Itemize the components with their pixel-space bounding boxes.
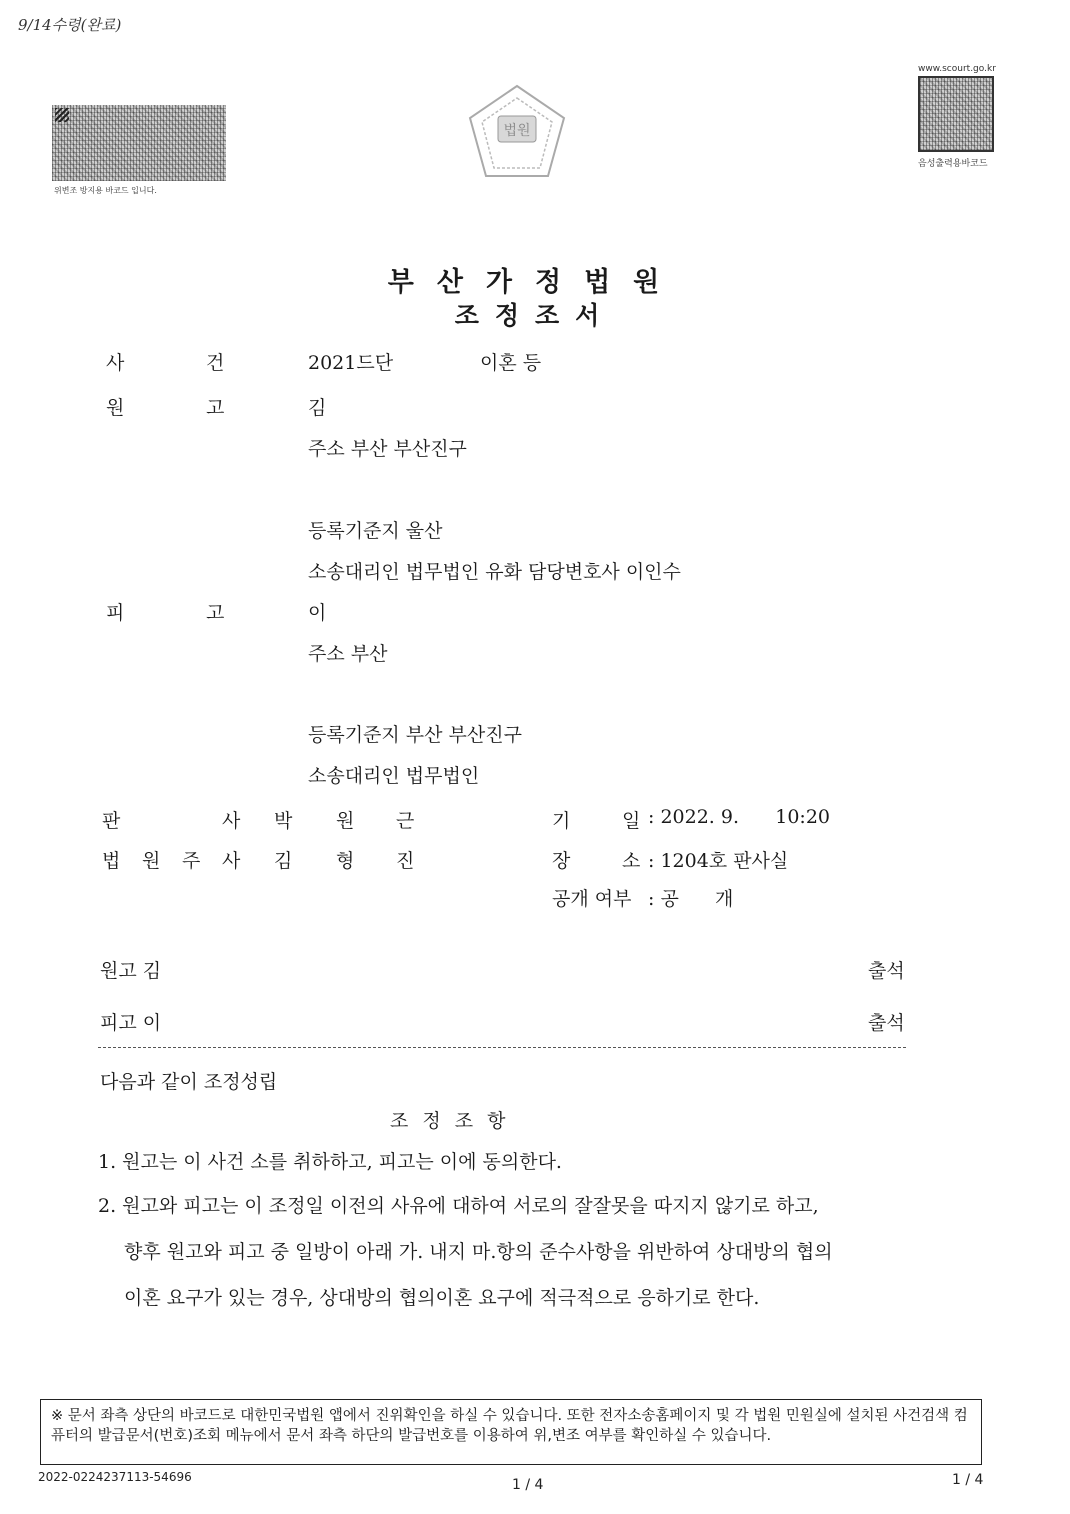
clerk-label-1: 법 (102, 850, 121, 872)
date-label-1: 기 (552, 810, 571, 832)
term-2-line-2: 향후 원고와 피고 중 일방이 아래 가. 내지 마.항의 준수사항을 위반하여 상대방의 협의 (124, 1241, 833, 1263)
clerk-name-1: 김 (274, 850, 293, 872)
clerk-label-4: 사 (222, 850, 241, 872)
public-value: : 공 개 (648, 888, 734, 910)
plaintiff-label-1: 원 (106, 397, 125, 419)
judge-name-2: 원 (336, 810, 355, 832)
plaintiff-attorney: 소송대리인 법무법인 유화 담당변호사 이인수 (308, 561, 681, 583)
barcode-corner-mark (55, 108, 69, 122)
clerk-name-3: 진 (396, 850, 415, 872)
hearing-place: : 1204호 판사실 (648, 850, 789, 872)
clerk-label-2: 원 (142, 850, 161, 872)
page-number-center: 1 / 4 (512, 1477, 544, 1493)
terms-heading: 조 정 조 항 (390, 1110, 510, 1132)
verification-notice: ※ 문서 좌측 상단의 바코드로 대한민국법원 앱에서 진위확인을 하실 수 있습니다. 또한 전자소송홈페이지 및 각 법원 민원실에 설치된 사건검색 컴퓨터의 발급문서(번호)조회 메뉴에서 문서 좌측 하단의 발급번호를 이용하여 위,변조 여부를 확인하실 수 있습니다. (40, 1399, 982, 1465)
term-1: 1. 원고는 이 사건 소를 취하하고, 피고는 이에 동의한다. (98, 1151, 562, 1173)
issue-number: 2022-0224237113-54696 (38, 1470, 192, 1484)
seal-text: 법원 (503, 123, 531, 139)
barcode-caption: 위변조 방지용 바코드 입니다. (54, 186, 157, 195)
qr-url: www.scourt.go.kr (918, 64, 996, 74)
case-label-2: 건 (206, 352, 225, 374)
separator-line (98, 1047, 906, 1048)
date-label-2: 일 (622, 810, 641, 832)
handwritten-note: 9/14수령(완료) (18, 16, 122, 34)
judge-name-3: 근 (396, 810, 415, 832)
defendant-name: 이 (308, 602, 327, 624)
attendance-status-1: 출석 (868, 960, 905, 982)
document-title: 조정조서 (454, 301, 616, 330)
place-label-2: 소 (622, 850, 641, 872)
clerk-name-2: 형 (336, 850, 355, 872)
case-label-1: 사 (106, 352, 125, 374)
defendant-address: 주소 부산 (308, 643, 388, 665)
court-seal-icon (462, 82, 572, 182)
term-2-line-3: 이혼 요구가 있는 경우, 상대방의 협의이혼 요구에 적극적으로 응하기로 한다. (124, 1287, 760, 1309)
case-name: 이혼 등 (480, 352, 542, 374)
case-number: 2021드단 (308, 352, 394, 374)
voice-output-qr-code (918, 76, 994, 152)
defendant-label-2: 고 (206, 602, 225, 624)
defendant-registry: 등록기준지 부산 부산진구 (308, 724, 522, 746)
settlement-intro: 다음과 같이 조정성립 (100, 1071, 278, 1093)
term-2-line-1: 2. 원고와 피고는 이 조정일 이전의 사유에 대하여 서로의 잘잘못을 따지지 않기로 하고, (98, 1195, 819, 1217)
plaintiff-address: 주소 부산 부산진구 (308, 438, 467, 460)
defendant-attorney: 소송대리인 법무법인 (308, 765, 480, 787)
judge-label-2: 사 (222, 810, 241, 832)
plaintiff-label-2: 고 (206, 397, 225, 419)
plaintiff-registry: 등록기준지 울산 (308, 520, 443, 542)
public-label: 공개 여부 (552, 888, 632, 910)
plaintiff-name: 김 (308, 397, 327, 419)
attendance-party-1: 원고 김 (100, 960, 162, 982)
attendance-status-2: 출석 (868, 1012, 905, 1034)
page-number-right: 1 / 4 (952, 1472, 984, 1488)
place-label-1: 장 (552, 850, 571, 872)
qr-caption: 음성출력용바코드 (918, 159, 988, 169)
attendance-party-2: 피고 이 (100, 1012, 162, 1034)
judge-name-1: 박 (274, 810, 293, 832)
judge-label-1: 판 (102, 810, 121, 832)
clerk-label-3: 주 (182, 850, 201, 872)
defendant-label-1: 피 (106, 602, 125, 624)
court-name: 부산가정법원 (387, 267, 683, 298)
anti-forgery-barcode (52, 105, 226, 181)
hearing-date: : 2022. 9. 10:20 (648, 806, 830, 828)
